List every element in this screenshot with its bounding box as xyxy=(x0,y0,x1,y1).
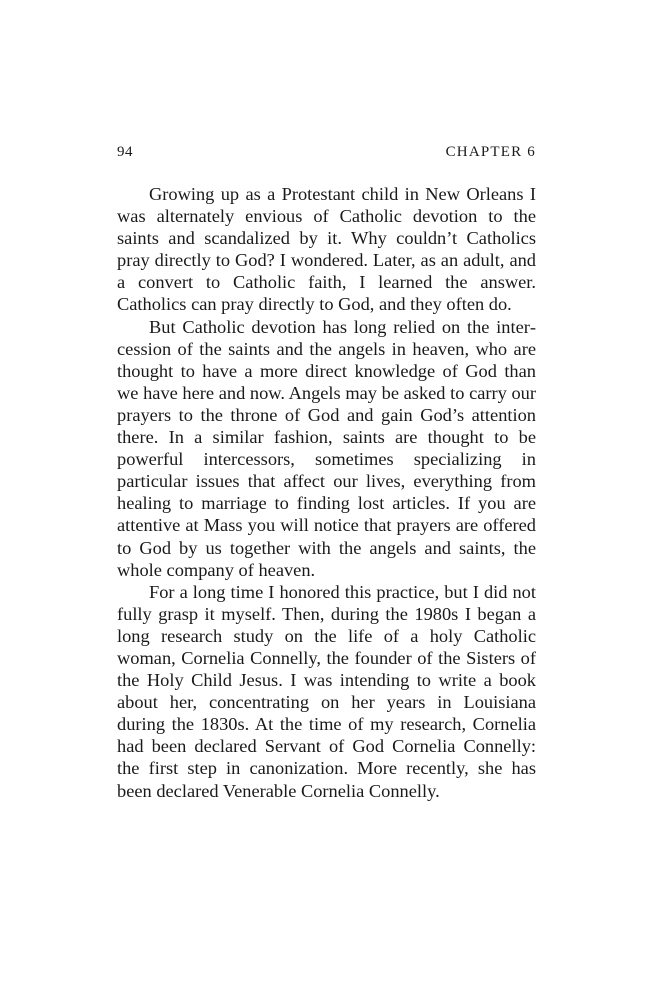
page-number: 94 xyxy=(117,144,133,160)
running-head xyxy=(117,144,536,166)
paragraph-1: Growing up as a Protestant child in New Orleans I was alternately envious of Catholic devotion to the saints and scandalized by it. Why couldn’t Catholics pray directly to God? I wondered. Later, as an adult, and a convert to Catholic faith, I learned the answer. Catholics can pray directly to God, and they often do. xyxy=(117,184,536,315)
chapter-heading: CHAPTER 6 xyxy=(445,144,536,160)
paragraph-3: For a long time I honored this practice, but I did not fully grasp it myself. Then, during the 1980s I began a long research study on the life of a holy Catholic woman, Cornelia Connelly, the founder of the Sisters of the Holy Child Jesus. I was intending to write a book about her, concentrating on her years in Louisiana during the 1830s. At the time of my research, Cornelia had been declared Servant of God Cornelia Connelly: the first step in canonization. More recently, she has been declared Venerable Cornelia Connelly. xyxy=(117,581,536,801)
paragraph-2: But Catholic devotion has long relied on the intercession of the saints and the angels in heaven, who are thought to have a more direct knowledge of God than we have here and now. Angels may be asked to carry our prayers to the throne of God and gain God’s attention there. In a similar fashion, saints are thought to be powerful intercessors, sometimes specializing in particular issues that affect our lives, everything from healing to marriage to finding lost articles. If you are attentive at Mass you will notice that prayers are offered to God by us together with the angels and saints, the whole company of heaven. xyxy=(117,316,536,580)
body-text xyxy=(117,183,536,802)
